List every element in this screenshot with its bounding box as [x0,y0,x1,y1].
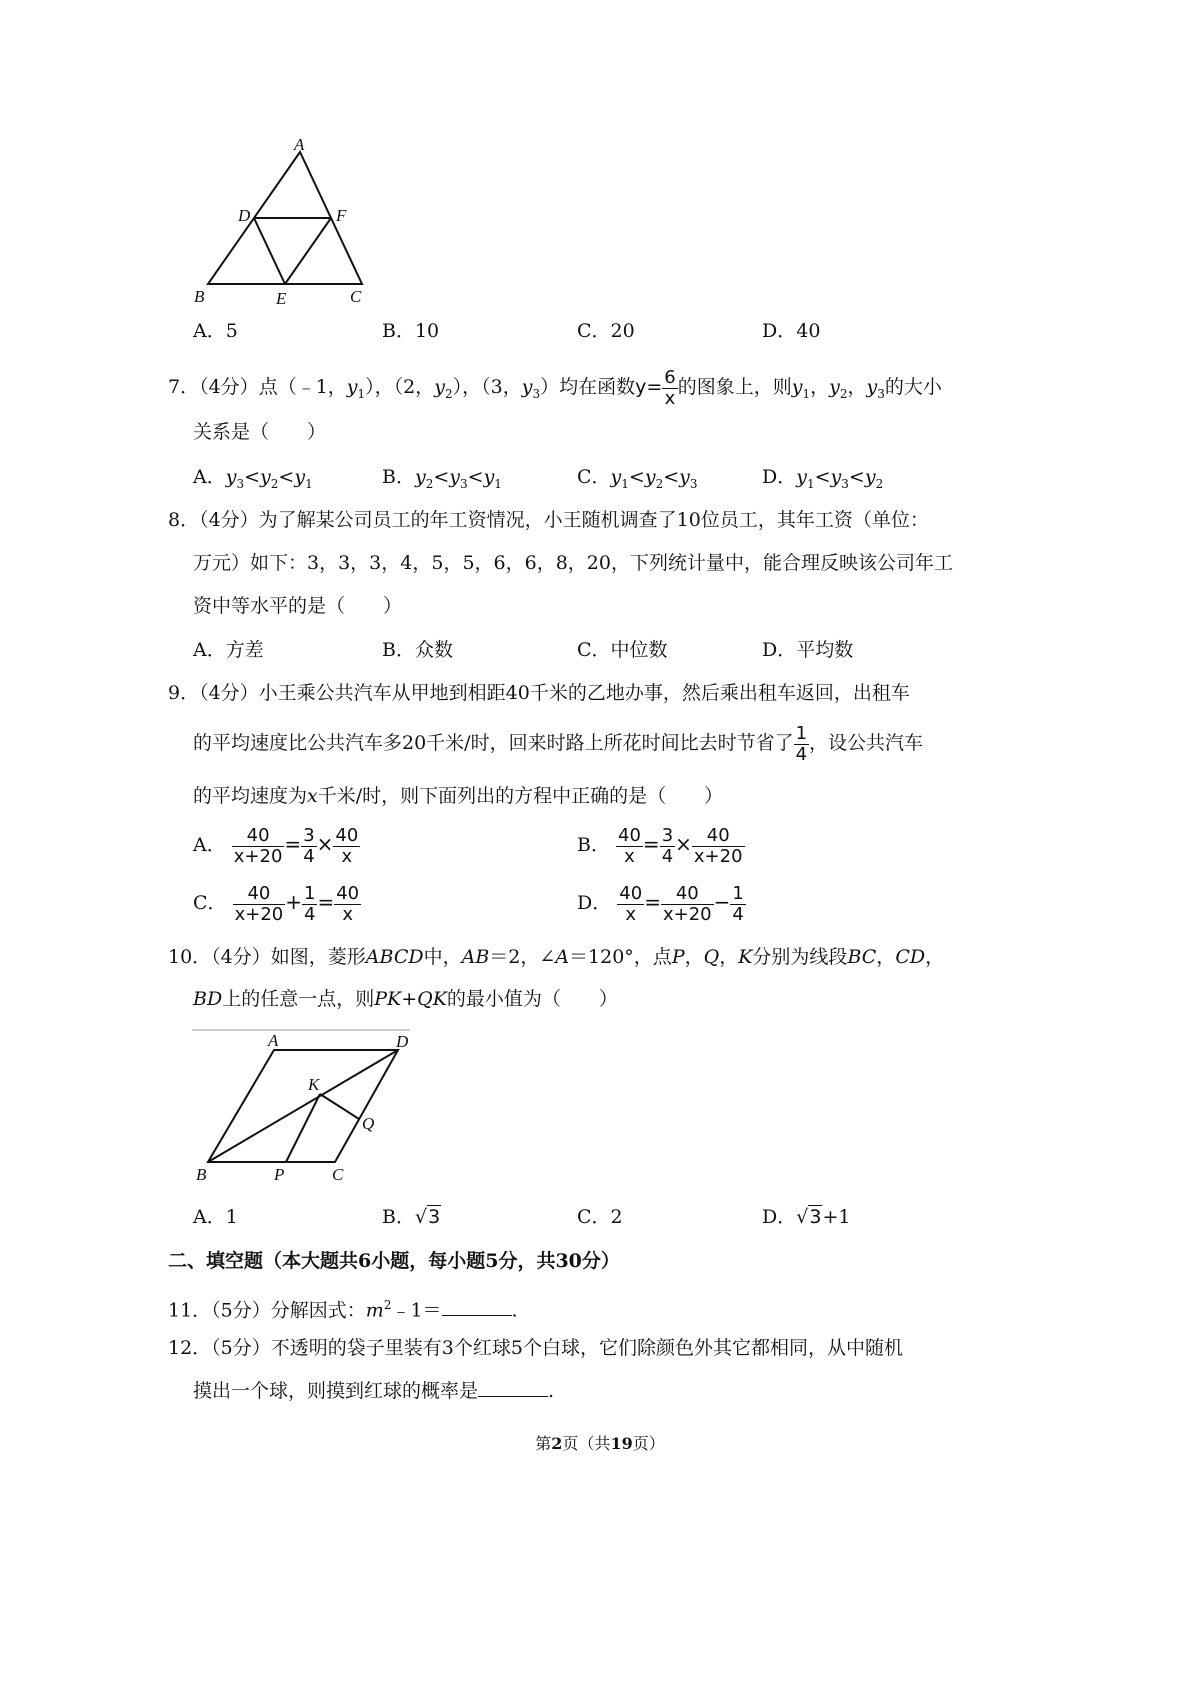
label-A: A [294,138,305,154]
q9-option-d[interactable]: D． $\frac{40}{x}$ = $\frac{40}{x+20}$ − $\frac{1}{4}$ [577,882,744,925]
q7-option-d[interactable]: D．$y_1<y_3<y_2$ [762,466,884,491]
q9-stem-line2: 的平均速度比公共汽车多20千米/时，回来时路上所花时间比去时节省了 $\frac{1}{4}$ ，设公共汽车 [193,722,924,765]
q10-option-a[interactable]: A．1 [193,1206,238,1228]
q9-stem-line1: 9．（4分）小王乘公共汽车从甲地到相距40千米的乙地办事，然后乘出租车返回，出租车 [168,682,910,704]
q11-stem: 11．（5分）分解因式：$m^2﹣1=$ . [168,1290,518,1320]
label-D: D [238,206,251,225]
q7-option-b[interactable]: B．$y_2<y_3<y_1$ [382,466,502,491]
q11-answer-blank[interactable] [442,1295,512,1316]
q12-stem-line1: 12．（5分）不透明的袋子里装有3个红球5个白球，它们除颜色外其它都相同，从中随机 [168,1337,903,1359]
label-A: A [268,1031,279,1050]
q9-option-b[interactable]: B． $\frac{40}{x}$ = $\frac{3}{4}$ × $\frac{40}{x+20}$ [577,824,743,867]
q9-option-a[interactable]: A． $\frac{40}{x+20}$ = $\frac{3}{4}$ × $\frac{40}{x}$ [193,824,359,867]
label-Q: Q [362,1114,375,1133]
q8-option-a[interactable]: A．方差 [193,639,264,661]
page-footer: 第2页（共19页） [535,1434,665,1453]
q12-stem-line2: 摸出一个球，则摸到红球的概率是 . [193,1376,554,1406]
q10-stem-line1: 10．（4分）如图，菱形ABCD中，AB＝2，∠A＝120°，点P，Q，K分别为线段BC，CD， [168,946,945,968]
sqrt-icon: √3 [796,1206,822,1228]
q7-option-c[interactable]: C．$y_1<y_2<y_3$ [577,466,698,491]
label-C: C [350,287,362,306]
page-number: 2 [551,1434,563,1453]
label-B: B [196,1165,207,1184]
q10-option-c[interactable]: C．2 [577,1206,623,1228]
q7-stem-line2: 关系是（ ） [193,421,327,443]
q10-stem-line2: BD上的任意一点，则PK+QK的最小值为（ ） [193,988,618,1010]
figure-q6-triangle [190,138,410,318]
q10-option-b[interactable]: B．√3 [382,1202,441,1232]
q6-option-b[interactable]: B．10 [382,320,440,342]
q10-option-d[interactable]: D．√3+1 [762,1202,850,1232]
q8-stem-line1: 8．（4分）为了解某公司员工的年工资情况，小王随机调查了10位员工，其年工资（单位： [168,509,929,531]
label-B: B [194,287,205,306]
q8-option-c[interactable]: C．中位数 [577,639,668,661]
label-K: K [308,1075,320,1094]
q8-stem-line2: 万元）如下：3，3，3，4，5，5，6，6，8，20，下列统计量中，能合理反映该公司年工 [193,552,953,574]
label-E: E [276,289,287,308]
q8-stem-line3: 资中等水平的是（ ） [193,595,403,617]
label-D: D [396,1032,409,1051]
page-total: 19 [610,1434,633,1453]
figure-q10-rhombus [188,1028,418,1188]
q7-option-a[interactable]: A．$y_3<y_2<y_1$ [193,466,313,491]
q8-option-b[interactable]: B．众数 [382,639,453,661]
label-C: C [332,1165,344,1184]
q9-stem-line3: 的平均速度为x千米/时，则下面列出的方程中正确的是（ ） [193,785,724,807]
q9-fraction-one-quarter: $\frac{1}{4}$ [795,722,808,765]
q8-option-d[interactable]: D．平均数 [762,639,854,661]
q9-option-c[interactable]: C． $\frac{40}{x+20}$ + $\frac{1}{4}$ = $\frac{40}{x}$ [193,882,360,925]
label-F: F [336,206,347,225]
section-heading-fill-in: 二、填空题（本大题共6小题，每小题5分，共30分） [168,1250,620,1272]
q12-answer-blank[interactable] [478,1376,548,1397]
q7-stem-line1: 7．（4分）点（﹣1，$y_1$），（2，$y_2$），（3，$y_3$）均在函数y= $\frac{6}{x}$ 的图象上，则$y_1$，$y_2$，$y_3$的大小 [168,366,942,409]
q6-option-d[interactable]: D．40 [762,320,821,342]
q6-option-c[interactable]: C．20 [577,320,635,342]
sqrt-icon: √3 [414,1206,441,1228]
q6-option-a[interactable]: A．5 [193,320,238,342]
q7-function-fraction: $\frac{6}{x}$ [664,366,676,409]
label-P: P [274,1165,285,1184]
